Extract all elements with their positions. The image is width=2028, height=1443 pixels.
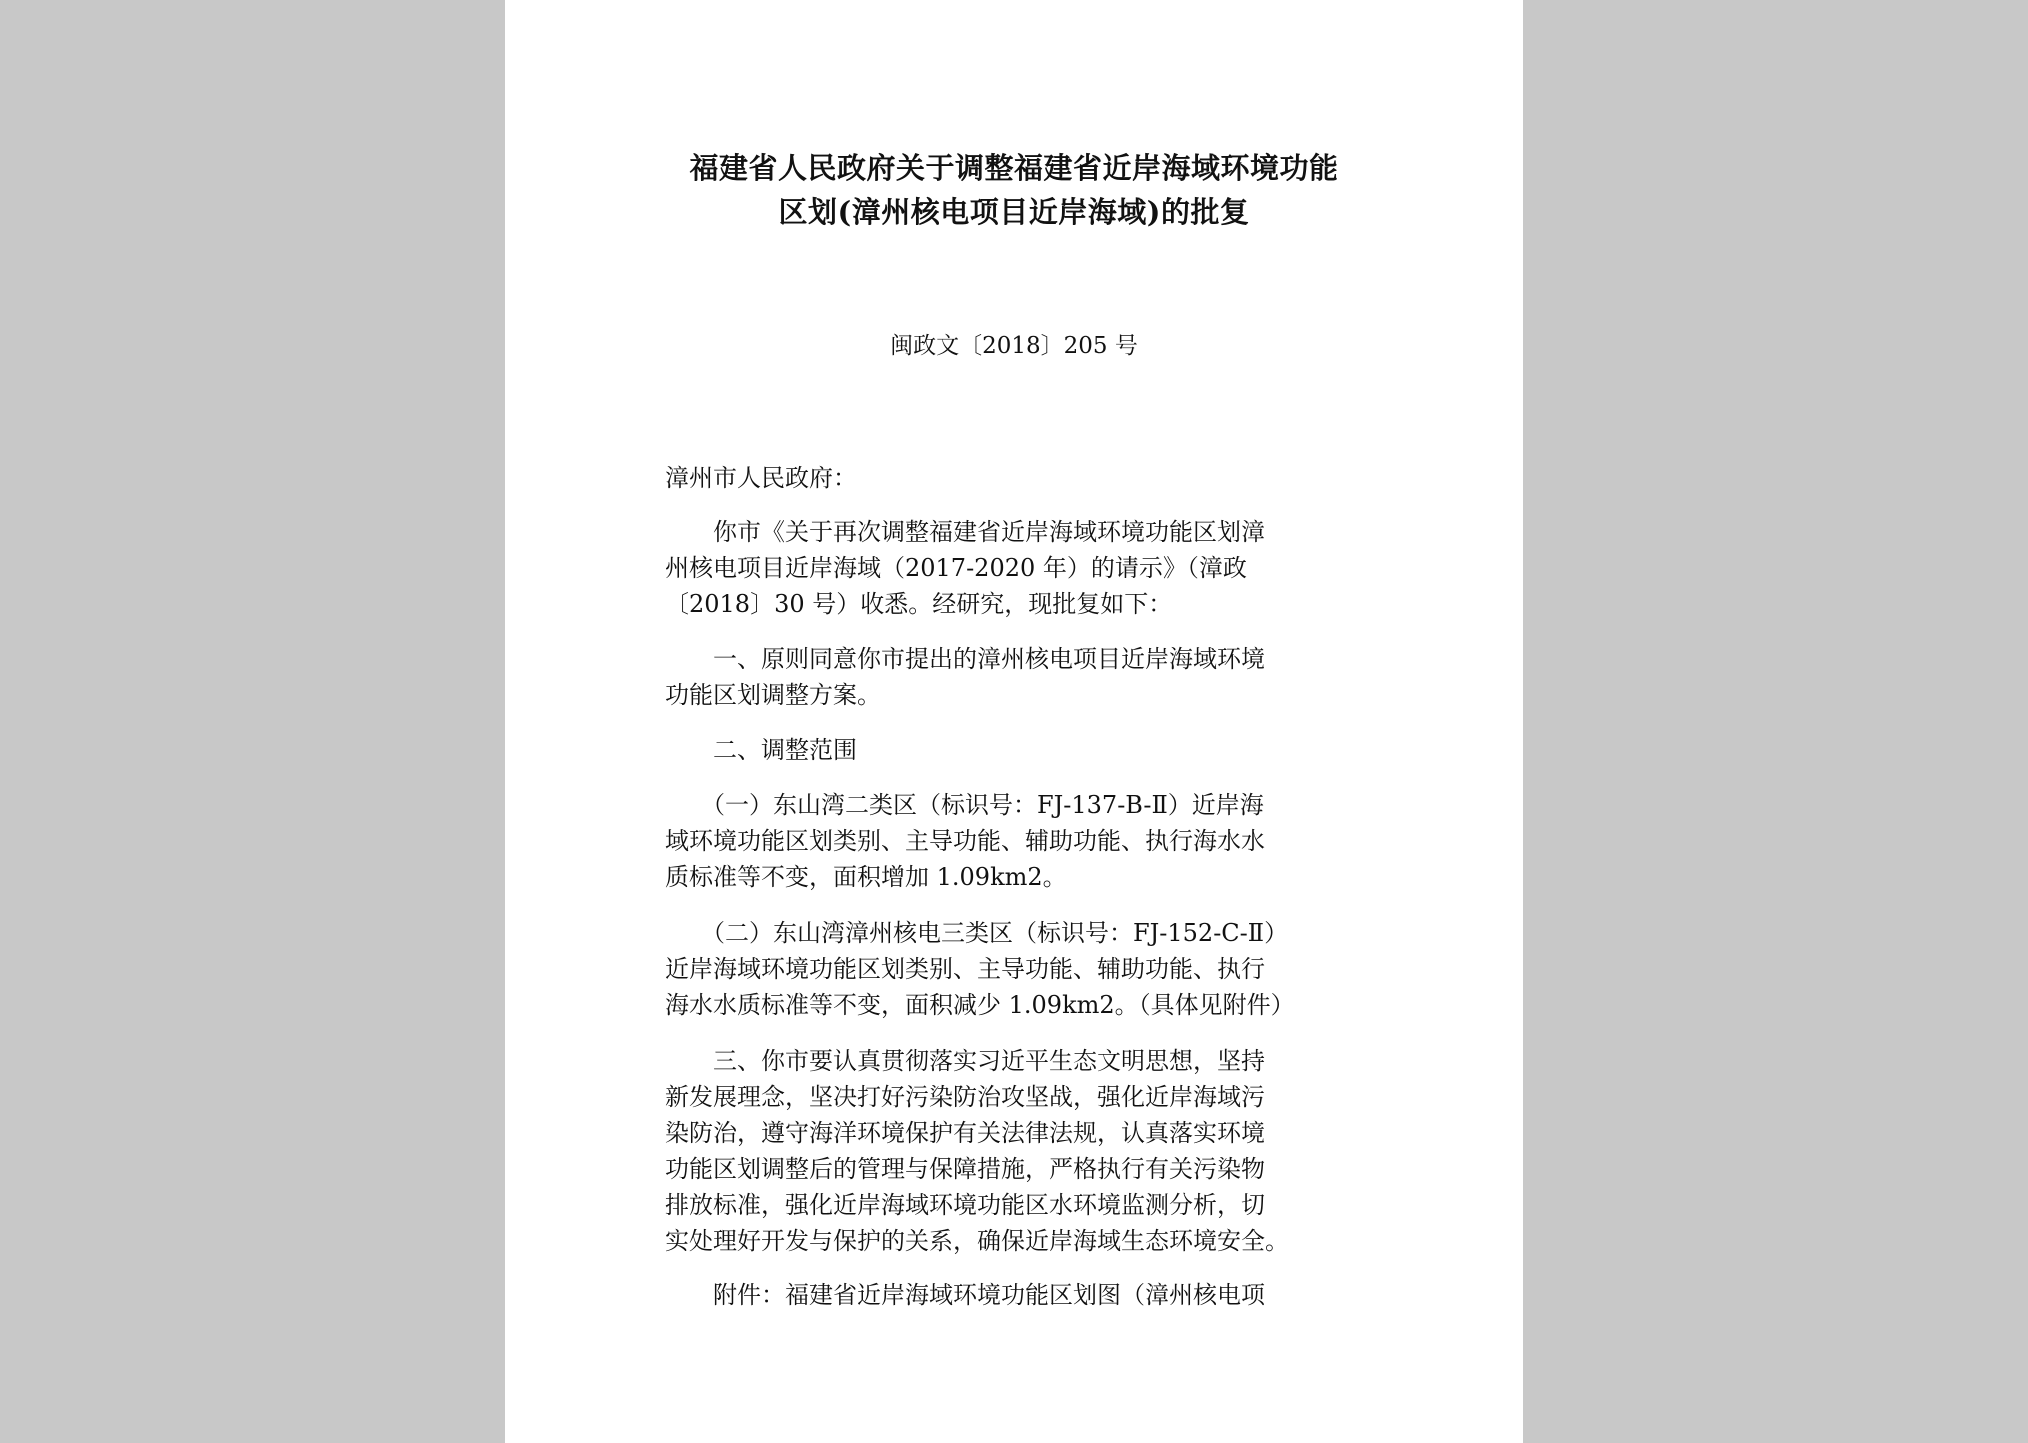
- paragraph-line: 附件：福建省近岸海域环境功能区划图（漳州核电项: [665, 1281, 1265, 1309]
- paragraph-intro: [665, 514, 1385, 622]
- paragraph-line: 三、你市要认真贯彻落实习近平生态文明思想，坚持: [665, 1047, 1265, 1075]
- paragraph-line: 海水水质标准等不变，面积减少 1.09km2。（具体见附件）: [665, 991, 1295, 1019]
- document-title: [505, 146, 1523, 234]
- paragraph-line: 新发展理念，坚决打好污染防治攻坚战，强化近岸海域污: [665, 1083, 1265, 1111]
- paragraph-line: 域环境功能区划类别、主导功能、辅助功能、执行海水水: [665, 827, 1265, 855]
- paragraph-line: （一）东山湾二类区（标识号：FJ-137-B-Ⅱ）近岸海: [665, 791, 1264, 819]
- paragraph-item-3: [665, 1043, 1385, 1259]
- paragraph-line: 质标准等不变，面积增加 1.09km2。: [665, 863, 1067, 891]
- paragraph-item-1: [665, 641, 1385, 713]
- salutation: [665, 460, 1385, 496]
- paragraph-line: 一、原则同意你市提出的漳州核电项目近岸海域环境: [665, 645, 1265, 673]
- paragraph-line: 州核电项目近岸海域（2017-2020 年）的请示》（漳政: [665, 554, 1247, 582]
- paragraph-line: 实处理好开发与保护的关系，确保近岸海域生态环境安全。: [665, 1227, 1289, 1255]
- paragraph-subitem-1: [665, 787, 1385, 895]
- paragraph-line: 染防治，遵守海洋环境保护有关法律法规，认真落实环境: [665, 1119, 1265, 1147]
- title-line-2: 区划(漳州核电项目近岸海域)的批复: [778, 195, 1250, 229]
- paragraph-line: 近岸海域环境功能区划类别、主导功能、辅助功能、执行: [665, 955, 1265, 983]
- paragraph-line: （二）东山湾漳州核电三类区（标识号：FJ-152-C-Ⅱ）: [665, 919, 1289, 947]
- paragraph-line: 功能区划调整方案。: [665, 681, 881, 709]
- paragraph-item-2-heading: [665, 732, 1385, 768]
- paragraph-line: 二、调整范围: [665, 736, 857, 764]
- salutation-text: 漳州市人民政府：: [665, 464, 857, 492]
- title-line-1: 福建省人民政府关于调整福建省近岸海域环境功能: [689, 151, 1339, 185]
- paragraph-line: 〔2018〕30 号）收悉。经研究，现批复如下：: [665, 590, 1173, 618]
- document-page: [505, 0, 1523, 1443]
- paragraph-line: 排放标准，强化近岸海域环境功能区水环境监测分析，切: [665, 1191, 1265, 1219]
- paragraph-line: 你市《关于再次调整福建省近岸海域环境功能区划漳: [665, 518, 1265, 546]
- paragraph-subitem-2: [665, 915, 1385, 1023]
- paragraph-attachment: [665, 1277, 1385, 1313]
- paragraph-line: 功能区划调整后的管理与保障措施，严格执行有关污染物: [665, 1155, 1265, 1183]
- document-number: 闽政文〔2018〕205 号: [890, 333, 1138, 359]
